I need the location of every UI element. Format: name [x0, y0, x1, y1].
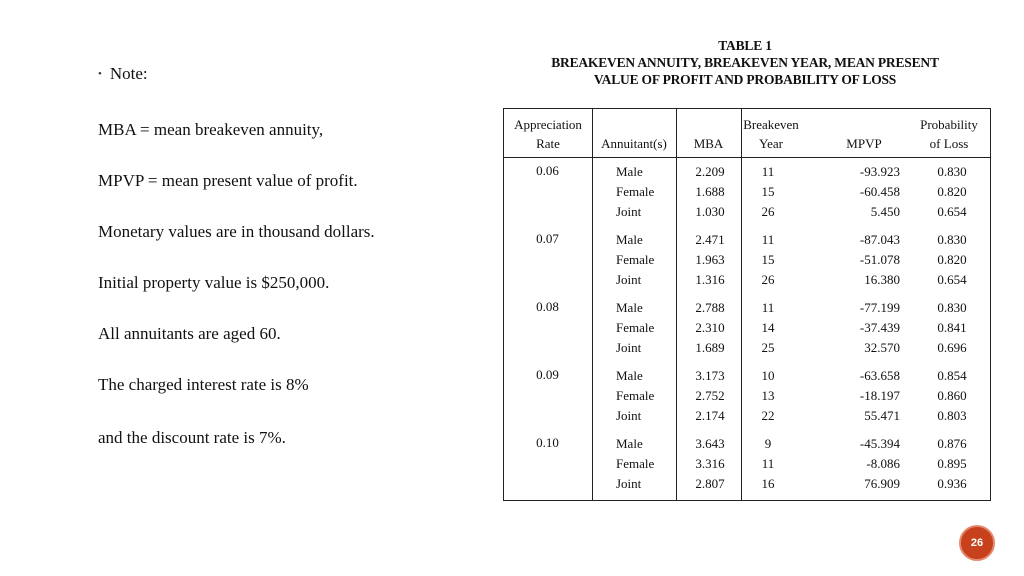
header-mba: MBA	[693, 136, 724, 151]
mba-cell: 1.030	[695, 204, 725, 219]
breakeven-year-cell: 11	[761, 232, 775, 247]
probability-cell: 0.803	[937, 408, 967, 423]
annuitant-cell: Male	[616, 436, 643, 451]
mpvp-cell: -60.458	[859, 184, 900, 199]
header-year	[742, 115, 800, 153]
header-mpvp: MPVP	[846, 136, 882, 151]
column-divider	[676, 109, 677, 500]
page-number-badge	[959, 525, 995, 561]
note-line-property: Initial property value is $250,000.	[98, 273, 330, 292]
breakeven-year-cell: 25	[761, 340, 775, 355]
breakeven-year-cell: 26	[761, 204, 775, 219]
mpvp-cell: 55.471	[864, 408, 900, 423]
mpvp-cell: 16.380	[864, 272, 900, 287]
probability-cell: 0.830	[937, 232, 967, 247]
mba-cell: 2.807	[695, 476, 725, 491]
note-line-interest: The charged interest rate is 8%	[98, 375, 309, 394]
mpvp-cell: -37.439	[859, 320, 900, 335]
annuitant-cell: Joint	[616, 272, 642, 287]
header-prob-line1: Probability	[920, 117, 978, 132]
note-line-age: All annuitants are aged 60.	[98, 324, 281, 343]
header-divider	[504, 157, 990, 158]
breakeven-year-cell: 15	[761, 184, 775, 199]
mba-cell: 2.752	[695, 388, 725, 403]
header-rate-line2: Rate	[536, 136, 560, 151]
annuitant-cell: Male	[616, 232, 643, 247]
table-subtitle-2: VALUE OF PROFIT AND PROBABILITY OF LOSS	[593, 72, 897, 87]
breakeven-year-cell: 15	[761, 252, 775, 267]
column-divider	[592, 109, 593, 500]
annuitant-cell: Joint	[616, 340, 642, 355]
header-probability	[909, 115, 989, 153]
table-subtitle-1: BREAKEVEN ANNUITY, BREAKEVEN YEAR, MEAN PRESENT	[551, 55, 939, 70]
breakeven-year-cell: 16	[761, 476, 775, 491]
probability-cell: 0.936	[937, 476, 967, 491]
mba-cell: 2.310	[695, 320, 725, 335]
mpvp-cell: -18.197	[859, 388, 900, 403]
note-heading	[98, 64, 148, 84]
probability-cell: 0.654	[937, 272, 967, 287]
probability-cell: 0.830	[937, 300, 967, 315]
annuitant-cell: Male	[616, 164, 643, 179]
note-line-mpvp: MPVP = mean present value of profit.	[98, 171, 358, 190]
annuitant-cell: Joint	[616, 204, 642, 219]
mpvp-cell: -8.086	[866, 456, 900, 471]
mpvp-cell: 76.909	[864, 476, 900, 491]
annuitant-cell: Female	[616, 388, 655, 403]
probability-cell: 0.895	[937, 456, 967, 471]
table-caption	[545, 37, 945, 88]
header-year-line1: Breakeven	[743, 117, 799, 132]
mpvp-cell: 32.570	[864, 340, 900, 355]
mpvp-cell: -93.923	[859, 164, 900, 179]
breakeven-year-cell: 9	[764, 436, 772, 451]
mba-cell: 1.963	[695, 252, 725, 267]
mba-cell: 2.209	[695, 164, 725, 179]
annuitant-cell: Female	[616, 252, 655, 267]
mba-cell: 2.174	[695, 408, 725, 423]
annuitant-cell: Female	[616, 320, 655, 335]
mba-cell: 2.788	[695, 300, 725, 315]
annuitant-cell: Female	[616, 456, 655, 471]
probability-cell: 0.876	[937, 436, 967, 451]
annuitant-cell: Male	[616, 300, 643, 315]
annuitant-cell: Female	[616, 184, 655, 199]
column-divider	[741, 109, 742, 500]
rate-cell: 0.09	[536, 367, 559, 382]
mpvp-cell: 5.450	[870, 204, 900, 219]
rate-cell: 0.07	[536, 231, 559, 246]
table-title: TABLE 1	[718, 38, 772, 53]
mba-cell: 1.316	[695, 272, 725, 287]
breakeven-year-cell: 14	[761, 320, 775, 335]
mba-cell: 3.173	[695, 368, 725, 383]
mba-cell: 1.689	[695, 340, 725, 355]
probability-cell: 0.841	[937, 320, 967, 335]
note-line-mba: MBA = mean breakeven annuity,	[98, 120, 324, 139]
probability-cell: 0.854	[937, 368, 967, 383]
probability-cell: 0.820	[937, 252, 967, 267]
mba-cell: 3.643	[695, 436, 725, 451]
note-heading-text: Note:	[109, 64, 148, 83]
annuitant-cell: Joint	[616, 408, 642, 423]
header-rate-line1: Appreciation	[514, 117, 582, 132]
rate-cell: 0.08	[536, 299, 559, 314]
mpvp-cell: -45.394	[859, 436, 900, 451]
note-line-discount: and the discount rate is 7%.	[98, 428, 286, 447]
breakeven-year-cell: 22	[761, 408, 775, 423]
breakeven-year-cell: 26	[761, 272, 775, 287]
note-line-monetary: Monetary values are in thousand dollars.	[98, 222, 375, 241]
mpvp-cell: -87.043	[859, 232, 900, 247]
mba-cell: 2.471	[695, 232, 725, 247]
header-annuitant: Annuitant(s)	[601, 136, 667, 151]
breakeven-year-cell: 10	[761, 368, 775, 383]
bullet-icon: •	[98, 68, 102, 80]
rate-cell: 0.06	[536, 163, 559, 178]
annuitant-cell: Joint	[616, 476, 642, 491]
header-year-line2: Year	[759, 136, 783, 151]
mpvp-cell: -77.199	[859, 300, 900, 315]
breakeven-year-cell: 11	[761, 456, 775, 471]
mpvp-cell: -63.658	[859, 368, 900, 383]
breakeven-year-cell: 11	[761, 164, 775, 179]
breakeven-table	[503, 108, 991, 501]
mba-cell: 3.316	[695, 456, 725, 471]
breakeven-year-cell: 13	[761, 388, 775, 403]
annuitant-cell: Male	[616, 368, 643, 383]
mba-cell: 1.688	[695, 184, 725, 199]
probability-cell: 0.696	[937, 340, 967, 355]
probability-cell: 0.830	[937, 164, 967, 179]
header-rate	[506, 115, 590, 153]
probability-cell: 0.654	[937, 204, 967, 219]
rate-cell: 0.10	[536, 435, 559, 450]
page-number: 26	[970, 537, 984, 549]
header-prob-line2: of Loss	[929, 136, 969, 151]
mpvp-cell: -51.078	[859, 252, 900, 267]
probability-cell: 0.860	[937, 388, 967, 403]
probability-cell: 0.820	[937, 184, 967, 199]
breakeven-year-cell: 11	[761, 300, 775, 315]
